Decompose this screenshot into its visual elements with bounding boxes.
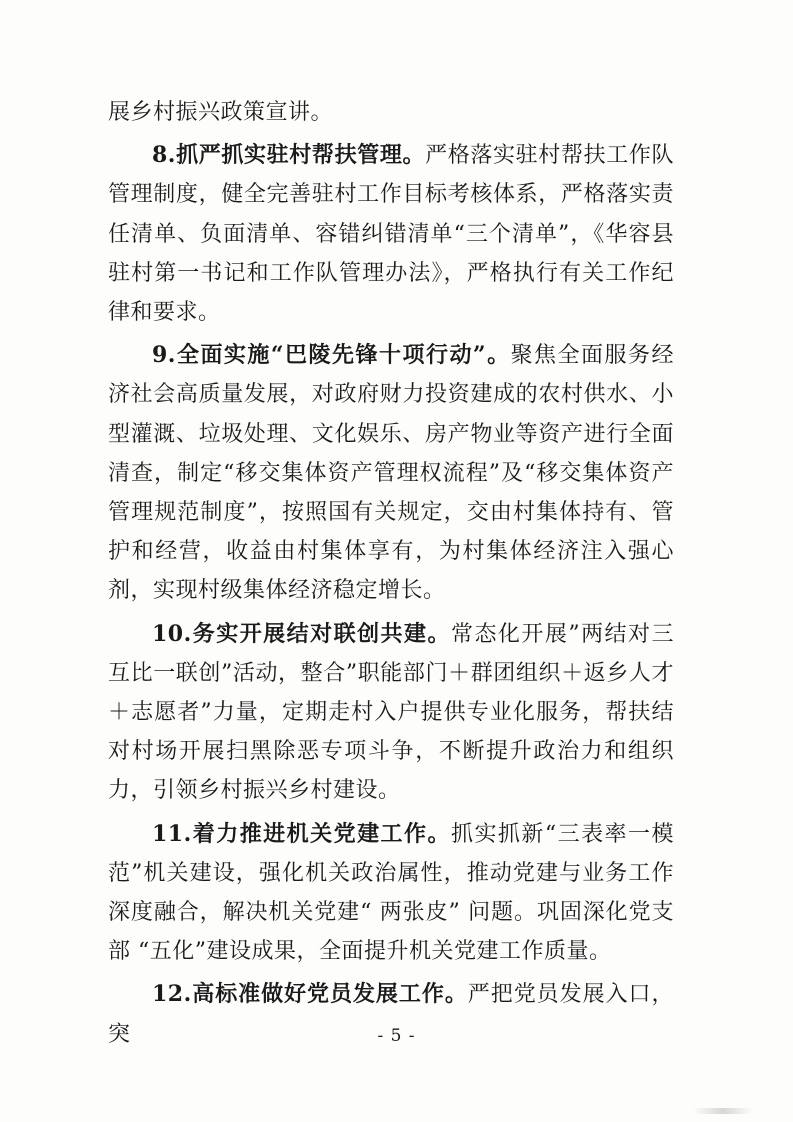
- paragraph-heading: 10.务实开展结对联创共建。: [152, 620, 451, 647]
- paragraph-text: 聚焦全面服务经济社会高质量发展，对政府财力投资建成的农村供水、小型灌溉、垃圾处理、文化娱乐、房产物业等资产进行全面清查，制定“移交集体资产管理权流程”及“移交集体资产管理规范制度”，按照国有关规定，交由村集体持有、管护和经营，收益由村集体享有，为村集体经济注入强心剂，实现村级集体经济稳定增长。: [108, 343, 674, 604]
- paragraph-text: 展乡村振兴政策宣讲。: [108, 100, 334, 125]
- paragraph-item-11: [108, 815, 674, 972]
- paragraph-heading: 9.全面实施“巴陵先锋十项行动”。: [152, 342, 511, 369]
- paragraph-item-10: [108, 615, 674, 811]
- paragraph-heading: 11.着力推进机关党建工作。: [152, 820, 451, 847]
- document-body: [108, 93, 674, 1054]
- scan-artifact: [693, 1108, 753, 1114]
- paragraph-continuation: [108, 93, 674, 132]
- page-number: - 5 -: [377, 1026, 416, 1046]
- paragraph-text: 常态化开展”两结对三互比一联创”活动，整合”职能部门＋群团组织＋返乡人才＋志愿者”力量，定期走村入户提供专业化服务，帮扶结对村场开展扫黑除恶专项斗争，不断提升政治力和组织力，引领乡村振兴乡村建设。: [108, 621, 675, 804]
- paragraph-heading: 12.高标准做好党员发展工作。: [152, 981, 468, 1008]
- paragraph-text: 严格落实驻村帮扶工作队管理制度，健全完善驻村工作目标考核体系，严格落实责任清单、负面清单、容错纠错清单“三个清单”，《华容县驻村第一书记和工作队管理办法》，严格执行有关工作纪律和要求。: [108, 143, 674, 326]
- paragraph-text: 严把党员发展入口，突: [108, 982, 674, 1047]
- paragraph-item-9: [108, 336, 674, 610]
- paragraph-text: 抓实抓新“三表率一模范”机关建设，强化机关政治属性，推动党建与业务工作深度融合，解决机关党建“ 两张皮” 问题。巩固深化党支部 “五化”建设成果，全面提升机关党建工作质量。: [108, 821, 675, 965]
- paragraph-heading: 8.抓严抓实驻村帮扶管理。: [152, 142, 426, 169]
- paragraph-item-8: [108, 136, 674, 332]
